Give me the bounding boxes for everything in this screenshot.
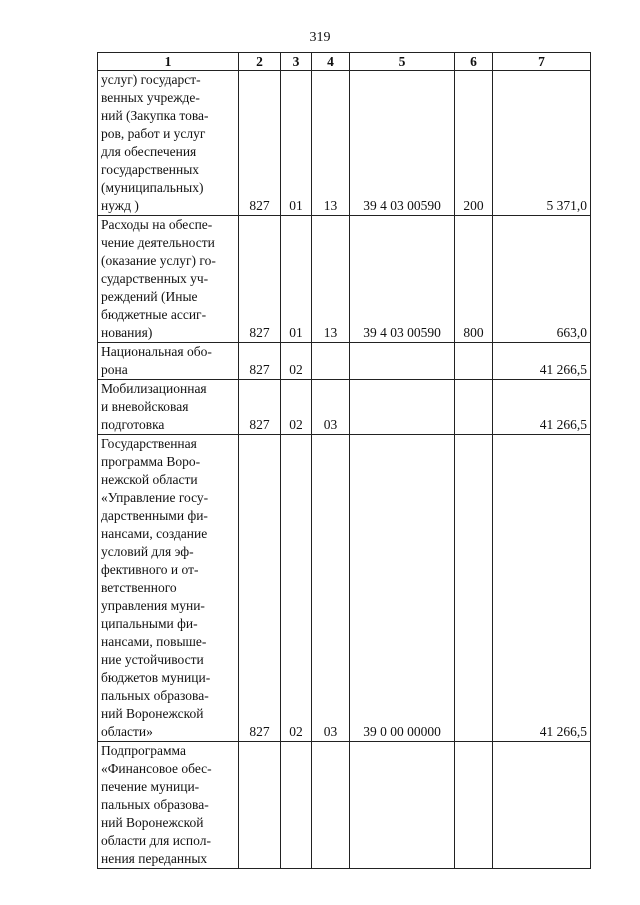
table-row bbox=[98, 216, 591, 343]
row-section-code: 01 bbox=[281, 71, 312, 216]
row-name bbox=[98, 435, 239, 742]
header-col-4: 4 bbox=[312, 53, 350, 71]
row-expense-type: 800 bbox=[455, 216, 493, 343]
row-target-article bbox=[350, 380, 455, 435]
row-name-line: «Управление госу- bbox=[101, 490, 209, 505]
row-name-line: пальных образова- bbox=[101, 688, 209, 703]
row-admin-code: 827 bbox=[239, 435, 281, 742]
row-expense-type bbox=[455, 742, 493, 869]
row-target-article bbox=[350, 742, 455, 869]
row-section-code bbox=[281, 742, 312, 869]
row-name-line: чение деятельности bbox=[101, 235, 215, 250]
row-name-line: венных учрежде- bbox=[101, 90, 200, 105]
row-admin-code: 827 bbox=[239, 343, 281, 380]
row-subsection-code: 13 bbox=[312, 71, 350, 216]
row-amount: 41 266,5 bbox=[493, 343, 591, 380]
row-name-line: ний Воронежской bbox=[101, 706, 204, 721]
row-name-line: Подпрограмма bbox=[101, 743, 186, 758]
row-name-line: и вневойсковая bbox=[101, 399, 189, 414]
row-name-line: нужд ) bbox=[101, 198, 139, 213]
header-col-1: 1 bbox=[98, 53, 239, 71]
row-name-line: ний (Закупка това- bbox=[101, 108, 209, 123]
header-col-7: 7 bbox=[493, 53, 591, 71]
table-row bbox=[98, 71, 591, 216]
row-expense-type: 200 bbox=[455, 71, 493, 216]
row-name-line: нования) bbox=[101, 325, 153, 340]
row-name-line: (муниципальных) bbox=[101, 180, 204, 195]
table-body bbox=[98, 71, 591, 869]
row-name-line: нения переданных bbox=[101, 851, 208, 866]
header-row bbox=[98, 53, 591, 71]
row-name-line: рона bbox=[101, 362, 128, 377]
header-col-3: 3 bbox=[281, 53, 312, 71]
row-target-article: 39 4 03 00590 bbox=[350, 216, 455, 343]
row-name-line: государственных bbox=[101, 162, 200, 177]
row-name-line: (оказание услуг) го- bbox=[101, 253, 216, 268]
row-target-article: 39 0 00 00000 bbox=[350, 435, 455, 742]
row-name-line: пальных образова- bbox=[101, 797, 209, 812]
header-col-6: 6 bbox=[455, 53, 493, 71]
row-name bbox=[98, 216, 239, 343]
row-admin-code: 827 bbox=[239, 216, 281, 343]
row-section-code: 02 bbox=[281, 380, 312, 435]
row-name-line: Национальная обо- bbox=[101, 344, 212, 359]
row-amount: 41 266,5 bbox=[493, 435, 591, 742]
row-name-line: нансами, повыше- bbox=[101, 634, 207, 649]
row-subsection-code: 13 bbox=[312, 216, 350, 343]
row-subsection-code: 03 bbox=[312, 435, 350, 742]
row-expense-type bbox=[455, 380, 493, 435]
row-name-line: нансами, создание bbox=[101, 526, 208, 541]
row-name-line: Расходы на обеспе- bbox=[101, 217, 213, 232]
row-name-line: бюджетов муници- bbox=[101, 670, 211, 685]
row-amount: 41 266,5 bbox=[493, 380, 591, 435]
row-name-line: Государственная bbox=[101, 436, 197, 451]
row-admin-code: 827 bbox=[239, 71, 281, 216]
row-name-line: условий для эф- bbox=[101, 544, 194, 559]
row-name-line: для обеспечения bbox=[101, 144, 197, 159]
row-amount: 663,0 bbox=[493, 216, 591, 343]
row-name-line: ветственного bbox=[101, 580, 177, 595]
row-section-code: 01 bbox=[281, 216, 312, 343]
row-name-line: реждений (Иные bbox=[101, 289, 198, 304]
row-name-line: подготовка bbox=[101, 417, 165, 432]
row-admin-code: 827 bbox=[239, 380, 281, 435]
row-target-article bbox=[350, 343, 455, 380]
row-name-line: дарственными фи- bbox=[101, 508, 208, 523]
table-row bbox=[98, 435, 591, 742]
row-name-line: услуг) государст- bbox=[101, 72, 201, 87]
row-name bbox=[98, 71, 239, 216]
row-subsection-code bbox=[312, 742, 350, 869]
row-name bbox=[98, 380, 239, 435]
row-expense-type bbox=[455, 343, 493, 380]
row-target-article: 39 4 03 00590 bbox=[350, 71, 455, 216]
header-col-2: 2 bbox=[239, 53, 281, 71]
header-col-5: 5 bbox=[350, 53, 455, 71]
row-name-line: нежской области bbox=[101, 472, 198, 487]
page-number: 319 bbox=[309, 30, 331, 45]
row-name-line: «Финансовое обес- bbox=[101, 761, 212, 776]
table-row bbox=[98, 380, 591, 435]
row-name-line: фективного и от- bbox=[101, 562, 199, 577]
row-amount: 5 371,0 bbox=[493, 71, 591, 216]
budget-table bbox=[97, 52, 591, 869]
row-name-line: области для испол- bbox=[101, 833, 211, 848]
row-name-line: Мобилизационная bbox=[101, 381, 207, 396]
row-name-line: печение муници- bbox=[101, 779, 200, 794]
row-admin-code bbox=[239, 742, 281, 869]
row-section-code: 02 bbox=[281, 435, 312, 742]
row-name-line: ний Воронежской bbox=[101, 815, 204, 830]
row-name-line: сударственных уч- bbox=[101, 271, 209, 286]
row-name-line: программа Воро- bbox=[101, 454, 201, 469]
row-subsection-code bbox=[312, 343, 350, 380]
row-section-code: 02 bbox=[281, 343, 312, 380]
row-amount bbox=[493, 742, 591, 869]
row-name bbox=[98, 343, 239, 380]
table-row bbox=[98, 343, 591, 380]
row-name-line: ров, работ и услуг bbox=[101, 126, 206, 141]
row-name-line: ципальными фи- bbox=[101, 616, 198, 631]
row-name bbox=[98, 742, 239, 869]
table-row bbox=[98, 742, 591, 869]
row-name-line: бюджетные ассиг- bbox=[101, 307, 207, 322]
row-subsection-code: 03 bbox=[312, 380, 350, 435]
row-expense-type bbox=[455, 435, 493, 742]
row-name-line: ние устойчивости bbox=[101, 652, 204, 667]
row-name-line: области» bbox=[101, 724, 153, 739]
row-name-line: управления муни- bbox=[101, 598, 205, 613]
